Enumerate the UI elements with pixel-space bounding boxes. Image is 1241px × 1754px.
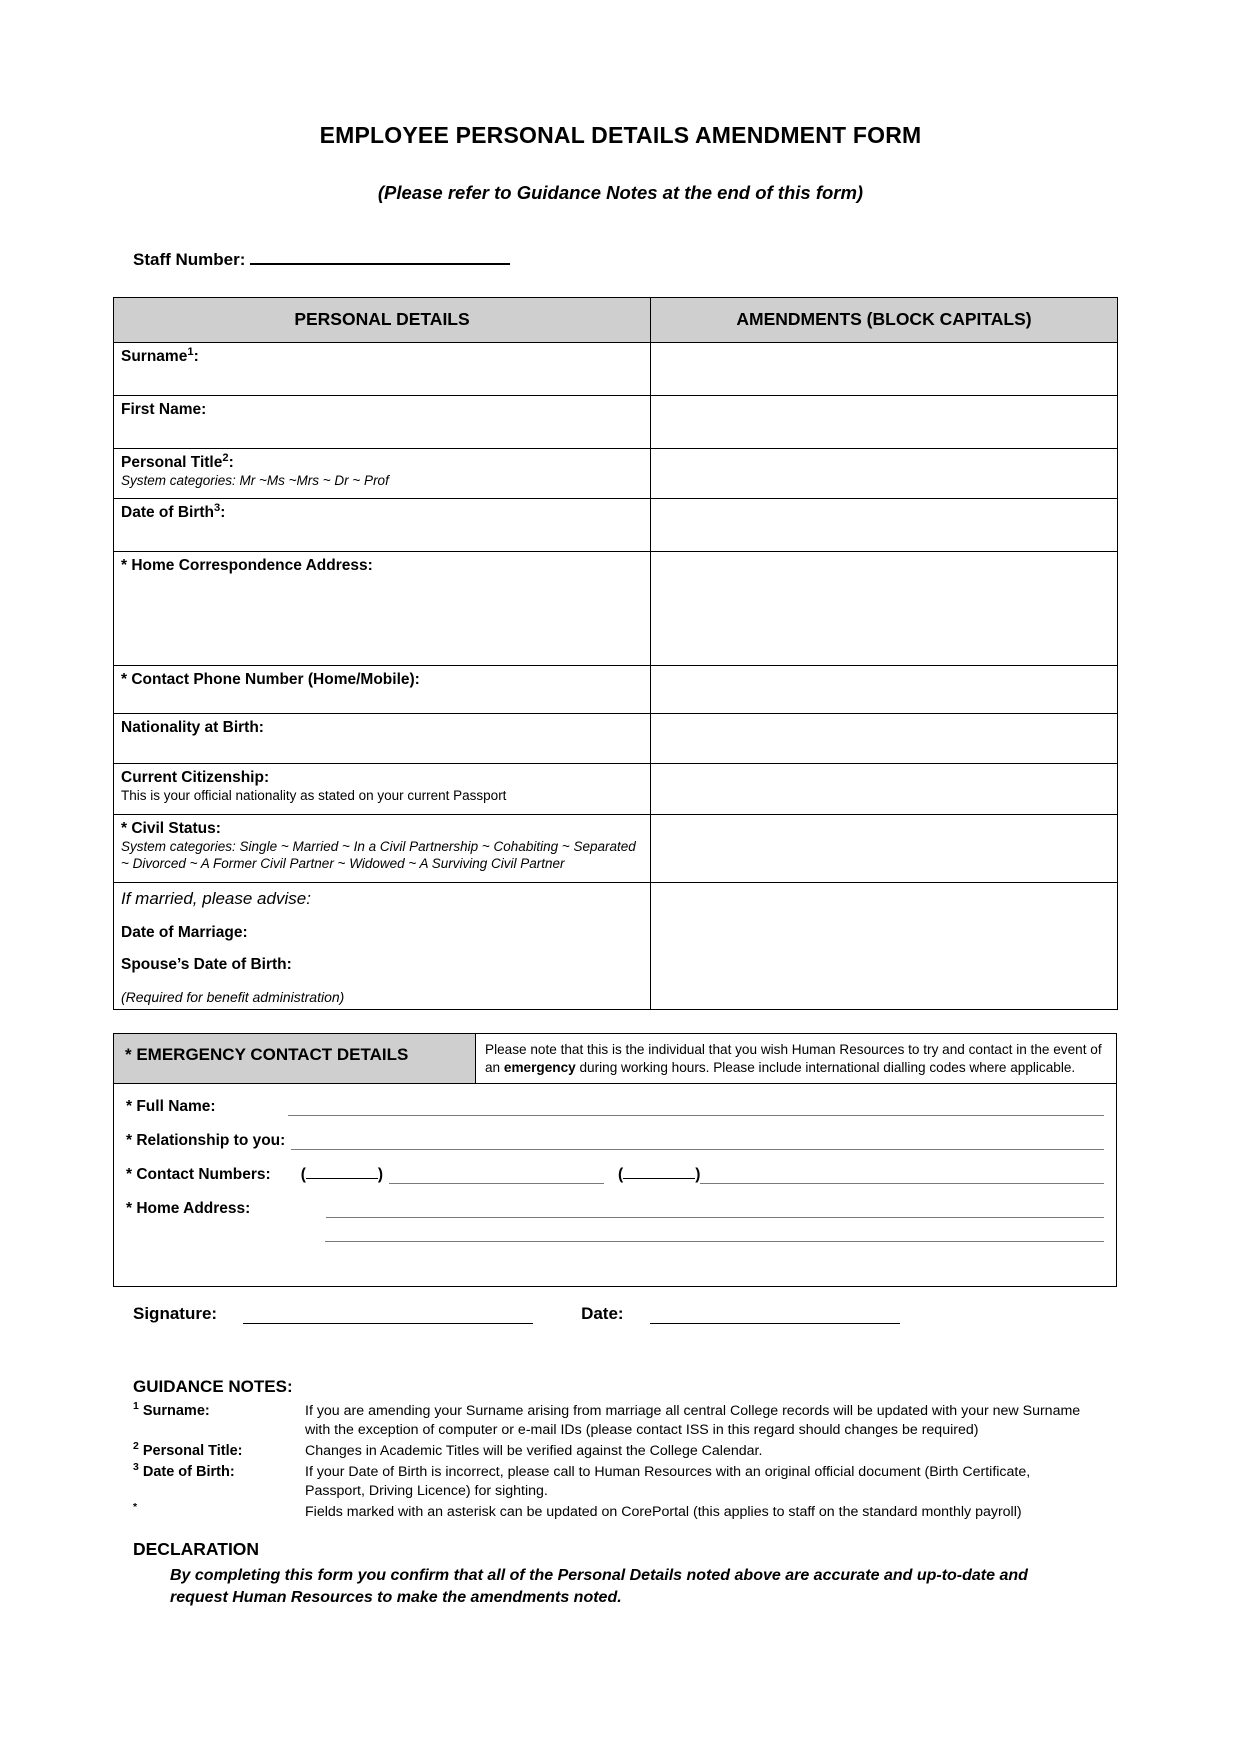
input-area-code-1[interactable]	[306, 1166, 378, 1179]
emergency-header-row	[114, 1034, 1117, 1084]
personal-details-table	[113, 297, 1118, 1010]
cell-amendment-first-name[interactable]	[651, 396, 1118, 449]
area-code-group-2: ( )	[618, 1165, 701, 1183]
staff-number-label: Staff Number:	[133, 250, 246, 269]
input-date[interactable]	[650, 1309, 900, 1324]
label-signature: Signature:	[133, 1304, 218, 1323]
guidance-note-term	[133, 1503, 305, 1522]
input-signature[interactable]	[243, 1309, 533, 1324]
header-amendments: AMENDMENTS (BLOCK CAPITALS)	[651, 298, 1118, 343]
emergency-note-bold: emergency	[503, 1059, 576, 1075]
note-civil-status-categories: System categories: Single ~ Married ~ In a Civil Partnership ~ Cohabiting ~ Separated ~ Divorced ~ A Former Civil Partner ~ Widowed ~ A Surviving Civil Partner	[121, 838, 636, 871]
table-row-first-name	[114, 396, 1118, 449]
label-personal-title: Personal Title	[121, 454, 223, 471]
footnote-marker-3: 3	[214, 501, 221, 514]
label-emergency-relationship: * Relationship to you:	[126, 1131, 286, 1149]
guidance-marker-asterisk: *	[133, 1501, 138, 1513]
guidance-note-term	[133, 1442, 305, 1461]
cell-amendment-civil-status[interactable]	[651, 815, 1118, 883]
cell-label-date-of-birth	[114, 499, 651, 552]
emergency-note-part1: Please note that this is the individual that you wish Human Resources to try and contact in the event of an	[485, 1042, 1102, 1075]
guidance-note-desc-1: If you are amending your Surname arising from marriage all central College records will be updated with your new Surname with the exception of computer or e-mail IDs (please contact ISS in this regard should changes be required)	[305, 1403, 1081, 1438]
emergency-contact-table	[113, 1033, 1117, 1287]
emergency-note-part2: during working hours. Please include international dialling codes where applicable.	[575, 1059, 1076, 1075]
cell-amendment-married-details[interactable]	[651, 883, 1118, 1010]
guidance-marker-2: 2	[133, 1440, 139, 1452]
input-emergency-home-address-line2[interactable]	[325, 1226, 1104, 1242]
cell-label-contact-phone	[114, 666, 651, 714]
guidance-term-label-1: Surname:	[142, 1403, 210, 1419]
area-code-group-1: ( )	[300, 1165, 384, 1183]
guidance-note-term	[133, 1402, 305, 1421]
cell-label-personal-title	[114, 449, 651, 499]
cell-label-civil-status	[114, 815, 651, 883]
table-row-contact-phone	[114, 666, 1118, 714]
guidance-marker-3: 3	[133, 1462, 139, 1474]
label-date-of-marriage: Date of Marriage:	[121, 924, 248, 942]
cell-amendment-surname[interactable]	[651, 343, 1118, 396]
label-citizenship: Current Citizenship:	[121, 769, 270, 786]
input-phone-number-2[interactable]	[700, 1168, 1104, 1184]
input-phone-number-1[interactable]	[389, 1168, 604, 1184]
guidance-note-item	[133, 1442, 1083, 1461]
label-spouse-date-of-birth: Spouse’s Date of Birth:	[121, 956, 292, 974]
guidance-note-desc-2: Changes in Academic Titles will be verified against the College Calendar.	[305, 1442, 763, 1459]
label-nationality: Nationality at Birth:	[121, 719, 264, 736]
cell-label-home-address	[114, 552, 651, 666]
colon-surname: :	[193, 348, 199, 365]
label-date: Date:	[581, 1304, 624, 1323]
table-row-civil-status	[114, 815, 1118, 883]
guidance-note-desc-3: If your Date of Birth is incorrect, please call to Human Resources with an original official document (Birth Certificate, Passport, Driving Licence) for sighting.	[305, 1464, 1031, 1499]
label-home-address: * Home Correspondence Address:	[121, 557, 373, 574]
table-header-row	[114, 298, 1118, 343]
cell-label-citizenship	[114, 764, 651, 815]
table-row-nationality	[114, 714, 1118, 764]
label-first-name: First Name:	[121, 401, 207, 418]
guidance-marker-1: 1	[133, 1401, 139, 1413]
emergency-fields-row	[114, 1083, 1117, 1286]
declaration-body: By completing this form you confirm that all of the Personal Details noted above are accurate and up-to-date and request Human Resources to make the amendments noted.	[170, 1567, 1028, 1606]
guidance-note-item	[133, 1503, 1083, 1522]
cell-amendment-nationality[interactable]	[651, 714, 1118, 764]
field-row-emergency-home-address	[126, 1200, 1104, 1218]
guidance-note-item	[133, 1402, 1083, 1440]
guidance-note-term	[133, 1463, 305, 1482]
table-row-date-of-birth	[114, 499, 1118, 552]
footnote-marker-2: 2	[222, 451, 229, 464]
guidance-note-item	[133, 1463, 1083, 1501]
input-emergency-full-name[interactable]	[288, 1100, 1104, 1116]
label-if-married: If married, please advise:	[121, 889, 311, 908]
cell-label-surname	[114, 343, 651, 396]
page-subtitle: (Please refer to Guidance Notes at the end of this form)	[377, 182, 864, 203]
note-citizenship: This is your official nationality as stated on your current Passport	[121, 787, 507, 803]
guidance-term-label-2: Personal Title:	[142, 1442, 243, 1459]
input-emergency-home-address-line1[interactable]	[326, 1202, 1104, 1218]
label-emergency-contact-numbers: * Contact Numbers:	[126, 1165, 271, 1183]
table-row-personal-title	[114, 449, 1118, 499]
field-row-emergency-home-address-line2	[126, 1226, 1104, 1242]
table-row-citizenship	[114, 764, 1118, 815]
signature-row	[133, 1304, 1083, 1324]
cell-amendment-contact-phone[interactable]	[651, 666, 1118, 714]
emergency-note	[476, 1034, 1117, 1084]
field-row-relationship	[126, 1132, 1104, 1150]
colon-personal-title: :	[228, 454, 234, 471]
label-surname: Surname	[121, 348, 188, 365]
cell-label-married-details	[114, 883, 651, 1010]
cell-amendment-personal-title[interactable]	[651, 449, 1118, 499]
note-benefit-administration: (Required for benefit administration)	[121, 989, 345, 1006]
guidance-notes-list	[133, 1402, 1083, 1524]
colon-date-of-birth: :	[220, 504, 226, 521]
input-area-code-2[interactable]	[623, 1166, 695, 1179]
staff-number-row	[133, 249, 510, 270]
address-line-spacer	[126, 1226, 325, 1242]
label-emergency-full-name: * Full Name:	[126, 1097, 216, 1115]
label-contact-phone: * Contact Phone Number (Home/Mobile):	[121, 671, 420, 688]
emergency-header-label: * EMERGENCY CONTACT DETAILS	[114, 1034, 476, 1084]
cell-amendment-citizenship[interactable]	[651, 764, 1118, 815]
cell-label-nationality	[114, 714, 651, 764]
input-emergency-relationship[interactable]	[291, 1134, 1104, 1150]
table-row-surname	[114, 343, 1118, 396]
cell-amendment-date-of-birth[interactable]	[651, 499, 1118, 552]
label-civil-status: * Civil Status:	[121, 820, 221, 837]
declaration-title: DECLARATION	[133, 1539, 260, 1559]
table-row-home-address	[114, 552, 1118, 666]
guidance-term-label-3: Date of Birth:	[142, 1464, 235, 1481]
table-row-married-details	[114, 883, 1118, 1010]
footnote-marker-1: 1	[187, 345, 194, 358]
cell-label-first-name	[114, 396, 651, 449]
label-emergency-home-address: * Home Address:	[126, 1199, 251, 1217]
emergency-fields-body	[114, 1083, 1117, 1286]
field-row-contact-numbers	[126, 1166, 1104, 1184]
guidance-note-desc-4: Fields marked with an asterisk can be updated on CorePortal (this applies to staff on the standard monthly payroll)	[305, 1503, 1022, 1520]
note-personal-title-categories: System categories: Mr ~Ms ~Mrs ~ Dr ~ Prof	[121, 472, 389, 488]
page-title: EMPLOYEE PERSONAL DETAILS AMENDMENT FORM	[319, 122, 922, 148]
guidance-notes-title: GUIDANCE NOTES:	[133, 1377, 293, 1396]
staff-number-input[interactable]	[250, 249, 510, 265]
header-personal-details: PERSONAL DETAILS	[114, 298, 651, 343]
label-date-of-birth: Date of Birth	[121, 504, 214, 521]
field-row-full-name	[126, 1098, 1104, 1116]
cell-amendment-home-address[interactable]	[651, 552, 1118, 666]
